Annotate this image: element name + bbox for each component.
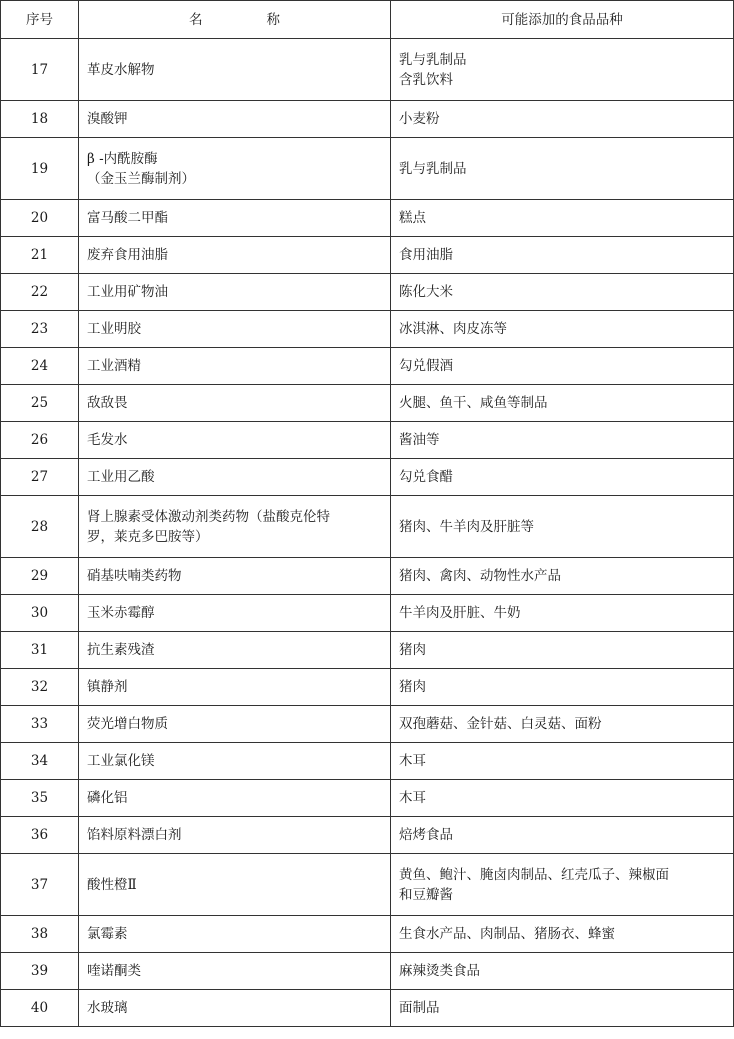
food-types [391, 632, 734, 669]
substance-name [79, 669, 391, 706]
food-types [391, 348, 734, 385]
row-number: 39 [1, 953, 79, 990]
row-number: 27 [1, 459, 79, 496]
substance-name [79, 200, 391, 237]
food-types-line: 火腿、鱼干、咸鱼等制品 [399, 395, 548, 411]
food-types-line: 生食水产品、肉制品、猪肠衣、蜂蜜 [399, 926, 615, 942]
substance-name [79, 274, 391, 311]
substance-name-line: 荧光增白物质 [87, 716, 168, 732]
substance-name [79, 348, 391, 385]
substance-name-line: 罗，莱克多巴胺等） [87, 528, 209, 545]
food-types-line: 乳与乳制品 [399, 51, 467, 68]
row-number: 18 [1, 101, 79, 138]
substance-name [79, 422, 391, 459]
food-types-line: 乳与乳制品 [399, 160, 467, 177]
substance-name-line: β -内酰胺酶 [87, 150, 158, 167]
food-types [391, 39, 734, 101]
food-types [391, 496, 734, 558]
substance-name [79, 990, 391, 1027]
food-types [391, 990, 734, 1027]
food-types [391, 916, 734, 953]
table-row [1, 348, 734, 385]
food-types-line: 木耳 [399, 790, 426, 806]
substance-name-line: 喹诺酮类 [87, 963, 141, 979]
table-row [1, 138, 734, 200]
row-number: 40 [1, 990, 79, 1027]
table-row [1, 990, 734, 1027]
table-row [1, 39, 734, 101]
food-types-line: 猪肉 [399, 642, 426, 658]
food-types-line: 冰淇淋、肉皮冻等 [399, 321, 507, 337]
header-food: 可能添加的食品品种 [391, 1, 734, 39]
substance-name [79, 39, 391, 101]
food-types-line: 麻辣烫类食品 [399, 963, 480, 979]
food-types-line: 猪肉、牛羊肉及肝脏等 [399, 518, 534, 535]
food-types-line: 木耳 [399, 753, 426, 769]
row-number: 32 [1, 669, 79, 706]
food-types [391, 780, 734, 817]
food-types-line: 食用油脂 [399, 247, 453, 263]
row-number: 38 [1, 916, 79, 953]
header-num: 序号 [1, 1, 79, 39]
header-row [1, 1, 734, 39]
food-types-line: 面制品 [399, 1000, 440, 1016]
row-number: 26 [1, 422, 79, 459]
substance-name-line: 镇静剂 [87, 679, 128, 695]
food-types [391, 706, 734, 743]
food-types-line: 焙烤食品 [399, 827, 453, 843]
table-row [1, 854, 734, 916]
substance-name-line: （金玉兰酶制剂） [87, 170, 195, 187]
substance-name [79, 138, 391, 200]
row-number: 20 [1, 200, 79, 237]
row-number: 31 [1, 632, 79, 669]
table-row [1, 743, 734, 780]
row-number: 19 [1, 138, 79, 200]
food-types [391, 311, 734, 348]
substance-name [79, 632, 391, 669]
substance-name [79, 817, 391, 854]
substance-name-line: 工业明胶 [87, 321, 141, 337]
food-types [391, 953, 734, 990]
row-number: 29 [1, 558, 79, 595]
header-name-part2: 称 [266, 11, 280, 28]
substance-name-line: 工业酒精 [87, 358, 141, 374]
row-number: 22 [1, 274, 79, 311]
food-types [391, 669, 734, 706]
header-name-part1: 名 [189, 11, 203, 28]
food-types [391, 854, 734, 916]
substance-name [79, 854, 391, 916]
food-types-line: 糕点 [399, 210, 426, 226]
substance-name-line: 工业用乙酸 [87, 469, 155, 485]
food-types-line: 陈化大米 [399, 284, 453, 300]
food-types [391, 237, 734, 274]
table-row [1, 916, 734, 953]
table-row [1, 632, 734, 669]
row-number: 30 [1, 595, 79, 632]
row-number: 33 [1, 706, 79, 743]
substance-name-line: 水玻璃 [87, 1000, 128, 1016]
substance-name [79, 311, 391, 348]
table-row [1, 311, 734, 348]
food-types [391, 817, 734, 854]
substance-name-line: 磷化铝 [87, 790, 128, 806]
table-row [1, 200, 734, 237]
substance-name [79, 916, 391, 953]
substance-name [79, 496, 391, 558]
substance-name [79, 459, 391, 496]
substance-name [79, 237, 391, 274]
substance-name-line: 工业用矿物油 [87, 284, 168, 300]
food-types [391, 274, 734, 311]
food-types [391, 422, 734, 459]
substance-name-line: 酸性橙Ⅱ [87, 876, 137, 893]
food-types-line: 猪肉、禽肉、动物性水产品 [399, 568, 561, 584]
substance-name-line: 肾上腺素受体激动剂类药物（盐酸克伦特 [87, 508, 330, 525]
table-row [1, 953, 734, 990]
substance-name [79, 953, 391, 990]
table-row [1, 237, 734, 274]
table-row [1, 558, 734, 595]
substance-name-line: 溴酸钾 [87, 111, 128, 127]
food-types-line: 牛羊肉及肝脏、牛奶 [399, 605, 521, 621]
substance-name-line: 废弃食用油脂 [87, 247, 168, 263]
substance-name-line: 玉米赤霉醇 [87, 605, 155, 621]
row-number: 17 [1, 39, 79, 101]
food-types [391, 595, 734, 632]
table-row [1, 459, 734, 496]
table-row [1, 385, 734, 422]
row-number: 34 [1, 743, 79, 780]
substance-name [79, 101, 391, 138]
food-types-line: 勾兑食醋 [399, 469, 453, 485]
table-row [1, 496, 734, 558]
substance-name-line: 馅料原料漂白剂 [87, 827, 182, 843]
row-number: 24 [1, 348, 79, 385]
food-types [391, 459, 734, 496]
food-types [391, 138, 734, 200]
table-row [1, 595, 734, 632]
substance-name-line: 氯霉素 [87, 926, 128, 942]
substance-name-line: 敌敌畏 [87, 395, 128, 411]
substance-name-line: 工业氯化镁 [87, 753, 155, 769]
table-row [1, 422, 734, 459]
row-number: 36 [1, 817, 79, 854]
substance-name-line: 革皮水解物 [87, 61, 155, 78]
table-row [1, 669, 734, 706]
substance-name-line: 毛发水 [87, 432, 128, 448]
table-body [1, 39, 734, 1027]
substance-name [79, 385, 391, 422]
food-types-line: 含乳饮料 [399, 71, 453, 88]
row-number: 37 [1, 854, 79, 916]
food-types-line: 猪肉 [399, 679, 426, 695]
food-types [391, 101, 734, 138]
table-row [1, 706, 734, 743]
substance-name [79, 558, 391, 595]
food-types [391, 558, 734, 595]
row-number: 21 [1, 237, 79, 274]
food-types-line: 黄鱼、鲍汁、腌卤肉制品、红壳瓜子、辣椒面 [399, 866, 669, 883]
substance-name-line: 硝基呋喃类药物 [87, 568, 182, 584]
table-row [1, 274, 734, 311]
substance-name [79, 780, 391, 817]
food-types-line: 小麦粉 [399, 111, 440, 127]
table-row [1, 817, 734, 854]
food-types-line: 勾兑假酒 [399, 358, 453, 374]
food-types [391, 200, 734, 237]
row-number: 28 [1, 496, 79, 558]
header-name [79, 1, 391, 39]
food-types-line: 和豆瓣酱 [399, 886, 453, 903]
food-types [391, 385, 734, 422]
substance-name [79, 706, 391, 743]
row-number: 23 [1, 311, 79, 348]
row-number: 35 [1, 780, 79, 817]
table-row [1, 101, 734, 138]
substance-name [79, 743, 391, 780]
row-number: 25 [1, 385, 79, 422]
substance-name-line: 抗生素残渣 [87, 642, 155, 658]
food-types [391, 743, 734, 780]
food-types-line: 酱油等 [399, 432, 440, 448]
substance-name [79, 595, 391, 632]
table-row [1, 780, 734, 817]
food-types-line: 双孢蘑菇、金针菇、白灵菇、面粉 [399, 716, 602, 732]
substance-name-line: 富马酸二甲酯 [87, 210, 168, 226]
